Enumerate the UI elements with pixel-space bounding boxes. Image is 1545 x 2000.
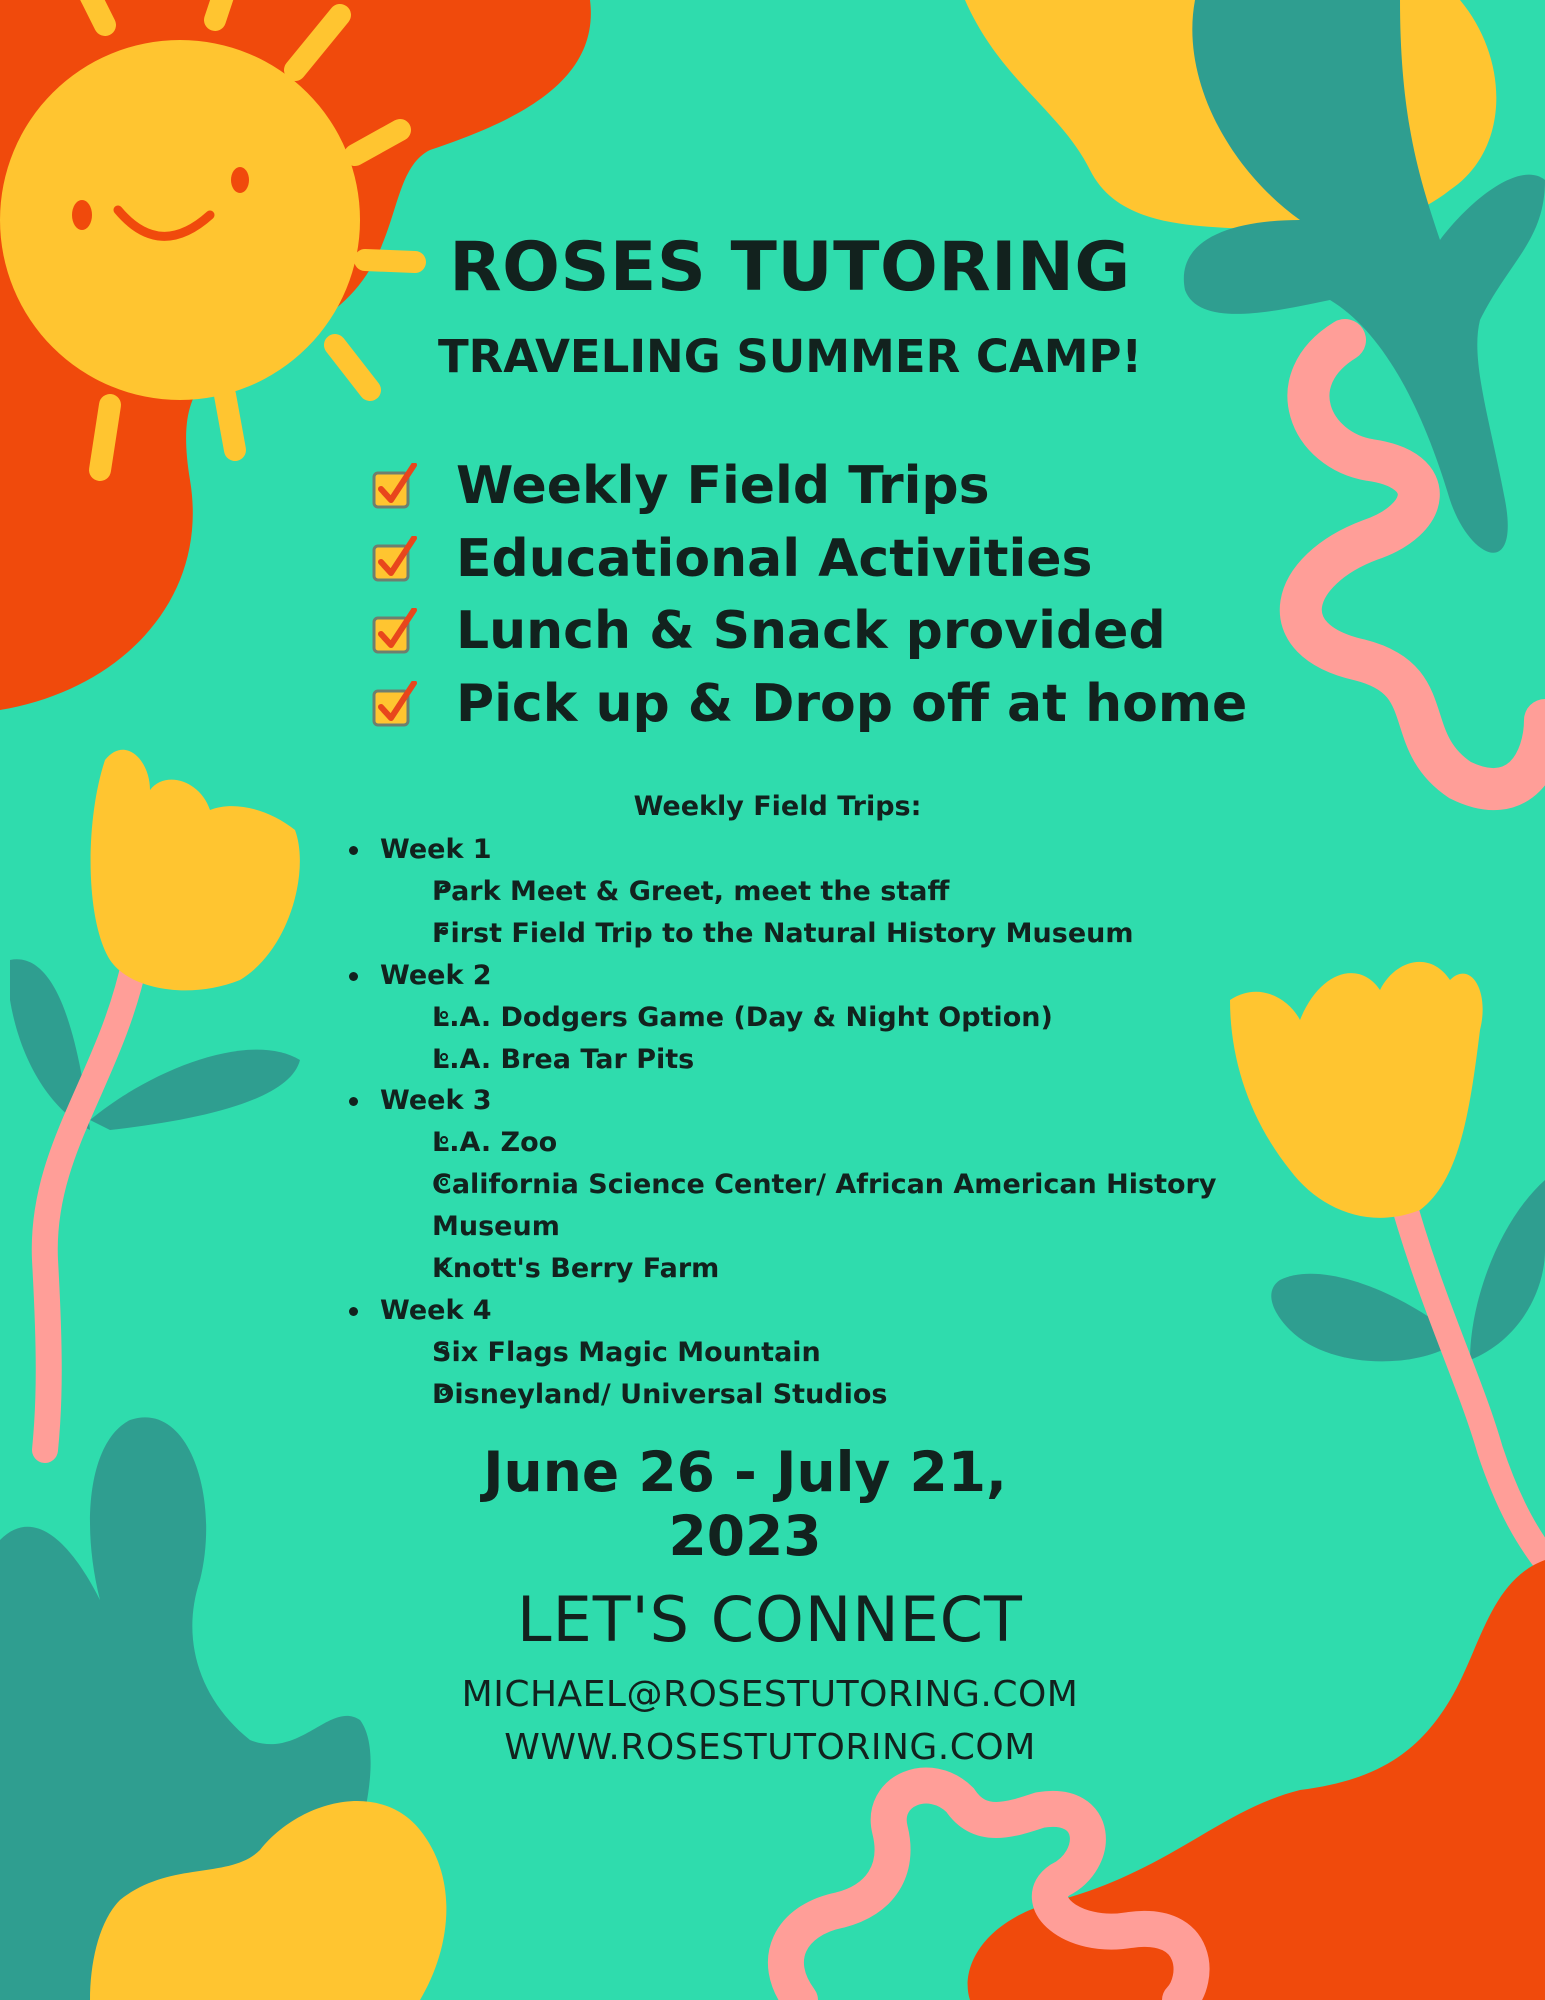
checkbox-checked-icon [372,681,418,727]
feature-item [372,668,1247,741]
contact-heading: LET'S CONNECT [517,1583,1023,1656]
feature-item [372,523,1247,596]
activity-item [380,1374,1220,1416]
checkbox-checked-icon [372,608,418,654]
activity-label: First Field Trip to the Natural History Museum [432,917,1134,949]
page-title: ROSES TUTORING [449,228,1131,307]
week-item [340,829,1220,955]
feature-label: Educational Activities [456,528,1093,589]
feature-label: Lunch & Snack provided [456,601,1166,662]
activity-item [380,1122,1220,1164]
page-subtitle: TRAVELING SUMMER CAMP! [437,330,1143,383]
activity-label: L.A. Zoo [432,1127,558,1159]
activity-label: California Science Center/ African American History Museum [432,1169,1217,1243]
contact-email: MICHAEL@ROSESTUTORING.COM [461,1674,1079,1715]
week-label: Week 4 [380,1294,492,1326]
activity-label: Park Meet & Greet, meet the staff [432,875,950,907]
activity-item [380,1039,1220,1081]
week-item [340,955,1220,1081]
week-item [340,1290,1220,1416]
camp-dates: June 26 - July 21, 2023 [483,1440,1007,1568]
activity-item [380,913,1220,955]
activity-list [380,1122,1220,1290]
checkbox-checked-icon [372,536,418,582]
feature-label: Weekly Field Trips [456,456,990,517]
activity-label: Six Flags Magic Mountain [432,1336,821,1368]
week-item [340,1080,1220,1290]
feature-item [372,595,1247,668]
feature-item [372,450,1247,523]
field-trips-heading: Weekly Field Trips: [633,791,922,822]
activity-label: L.A. Brea Tar Pits [432,1043,695,1075]
week-label: Week 1 [380,834,492,865]
activity-label: Knott's Berry Farm [432,1253,720,1285]
activity-item [380,1164,1220,1248]
feature-label: Pick up & Drop off at home [456,673,1248,734]
activity-list [380,997,1220,1081]
activity-item [380,871,1220,913]
field-trips-list [340,829,1220,1416]
week-label: Week 3 [380,1085,492,1117]
checkbox-checked-icon [372,463,418,509]
week-label: Week 2 [380,959,492,991]
activity-item [380,1332,1220,1374]
contact-website: WWW.ROSESTUTORING.COM [504,1727,1036,1768]
feature-list [372,450,1247,740]
activity-item [380,1248,1220,1290]
activity-label: L.A. Dodgers Game (Day & Night Option) [432,1001,1053,1033]
activity-label: Disneyland/ Universal Studios [432,1378,888,1410]
activity-list [380,1332,1220,1416]
activity-item [380,997,1220,1039]
activity-list [380,871,1220,955]
